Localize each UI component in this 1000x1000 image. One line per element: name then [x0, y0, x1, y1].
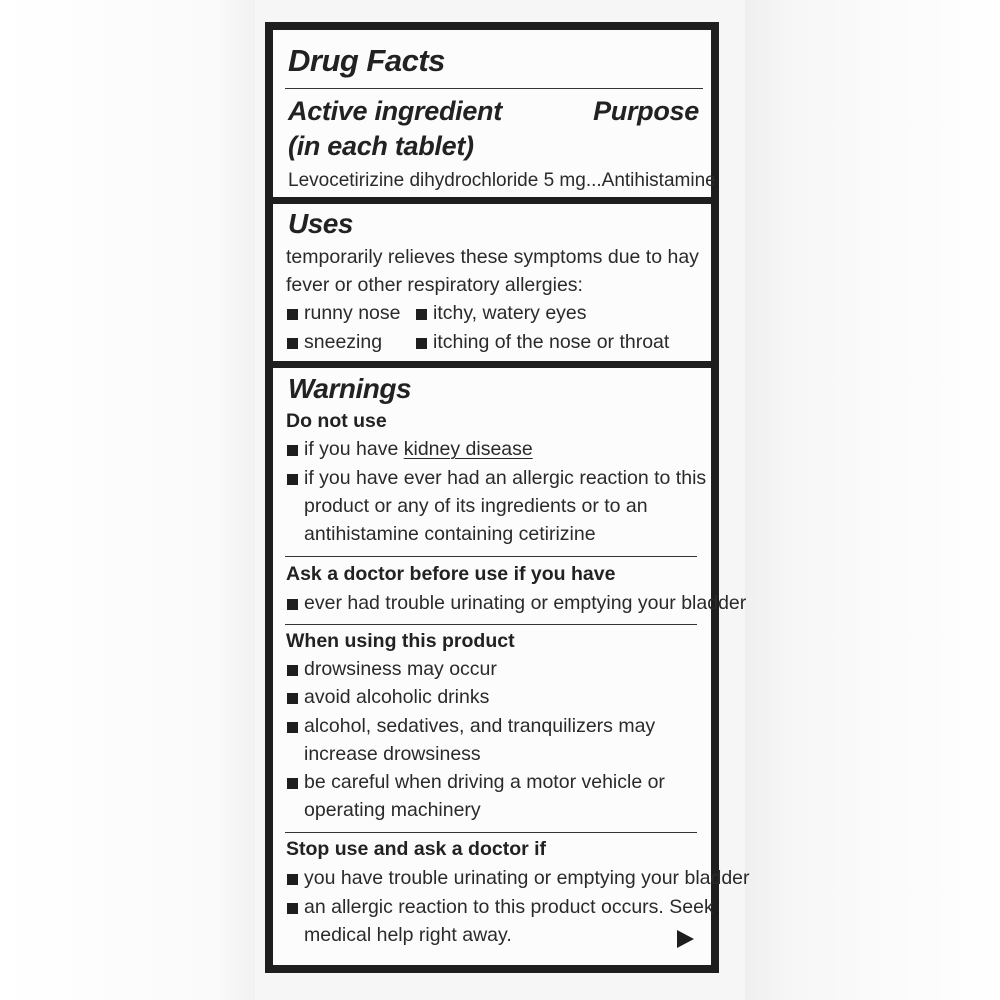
- warning-item: drowsiness may occur: [304, 658, 497, 680]
- warning-item: avoid alcoholic drinks: [304, 686, 490, 708]
- square-bullet-icon: [287, 445, 298, 456]
- square-bullet-icon: [287, 778, 298, 789]
- warning-item-continued: product or any of its ingredients or to an: [304, 495, 648, 517]
- square-bullet-icon: [287, 722, 298, 733]
- warning-item: ever had trouble urinating or emptying your bladder: [304, 592, 747, 614]
- square-bullet-icon: [287, 693, 298, 704]
- warning-item: [304, 440, 533, 460]
- warning-item-text: if you have: [304, 438, 404, 460]
- symptom-item: runny nose: [304, 302, 401, 324]
- warning-item: an allergic reaction to this product occurs. Seek: [304, 896, 714, 918]
- stop-use-heading: Stop use and ask a doctor if: [286, 838, 547, 860]
- warning-item: alcohol, sedatives, and tranquilizers may: [304, 715, 656, 737]
- purpose-heading: Purpose: [593, 96, 699, 126]
- symptom-item: sneezing: [304, 331, 383, 353]
- warnings-heading: Warnings: [288, 373, 412, 404]
- uses-intro-line: fever or other respiratory allergies:: [286, 274, 583, 296]
- symptom-item: itchy, watery eyes: [433, 302, 587, 324]
- square-bullet-icon: [287, 474, 298, 485]
- warning-item-continued: antihistamine containing cetirizine: [304, 523, 596, 545]
- when-using-heading: When using this product: [286, 630, 515, 652]
- warning-item: if you have ever had an allergic reaction to this: [304, 467, 707, 489]
- active-ingredient-heading: Active ingredient: [288, 96, 502, 126]
- section-divider: [285, 832, 697, 833]
- section-divider: [285, 556, 697, 557]
- section-divider: [285, 624, 697, 625]
- uses-panel: [273, 204, 711, 361]
- warning-item-continued: increase drowsiness: [304, 743, 481, 765]
- warning-item: be careful when driving a motor vehicle or: [304, 771, 665, 793]
- warning-item-continued: medical help right away.: [304, 924, 512, 946]
- uses-intro-line: temporarily relieves these symptoms due to hay: [286, 246, 699, 268]
- square-bullet-icon: [287, 665, 298, 676]
- package-side-left: [0, 0, 255, 1000]
- drug-facts-label: [265, 22, 750, 973]
- active-ingredient-subheading: (in each tablet): [288, 131, 474, 161]
- kidney-disease-term: kidney disease: [403, 438, 533, 460]
- square-bullet-icon: [416, 338, 427, 349]
- square-bullet-icon: [287, 599, 298, 610]
- square-bullet-icon: [287, 338, 298, 349]
- square-bullet-icon: [287, 309, 298, 320]
- drug-facts-panel: [273, 30, 716, 197]
- ask-doctor-heading: Ask a doctor before use if you have: [286, 563, 616, 585]
- square-bullet-icon: [287, 903, 298, 914]
- square-bullet-icon: [416, 309, 427, 320]
- symptom-item: itching of the nose or throat: [433, 331, 670, 353]
- drug-facts-title: Drug Facts: [288, 43, 445, 78]
- continue-arrow-icon: [677, 930, 694, 948]
- title-divider: [285, 88, 703, 89]
- package-side-right: [745, 0, 1000, 1000]
- square-bullet-icon: [287, 874, 298, 885]
- warning-item-continued: operating machinery: [304, 799, 481, 821]
- ingredient-line: Levocetirizine dihydrochloride 5 mg...Antihistamine: [288, 170, 716, 191]
- uses-heading: Uses: [288, 208, 353, 239]
- warning-item: you have trouble urinating or emptying your bladder: [304, 867, 750, 889]
- warnings-panel: [273, 368, 750, 965]
- do-not-use-heading: Do not use: [286, 410, 387, 432]
